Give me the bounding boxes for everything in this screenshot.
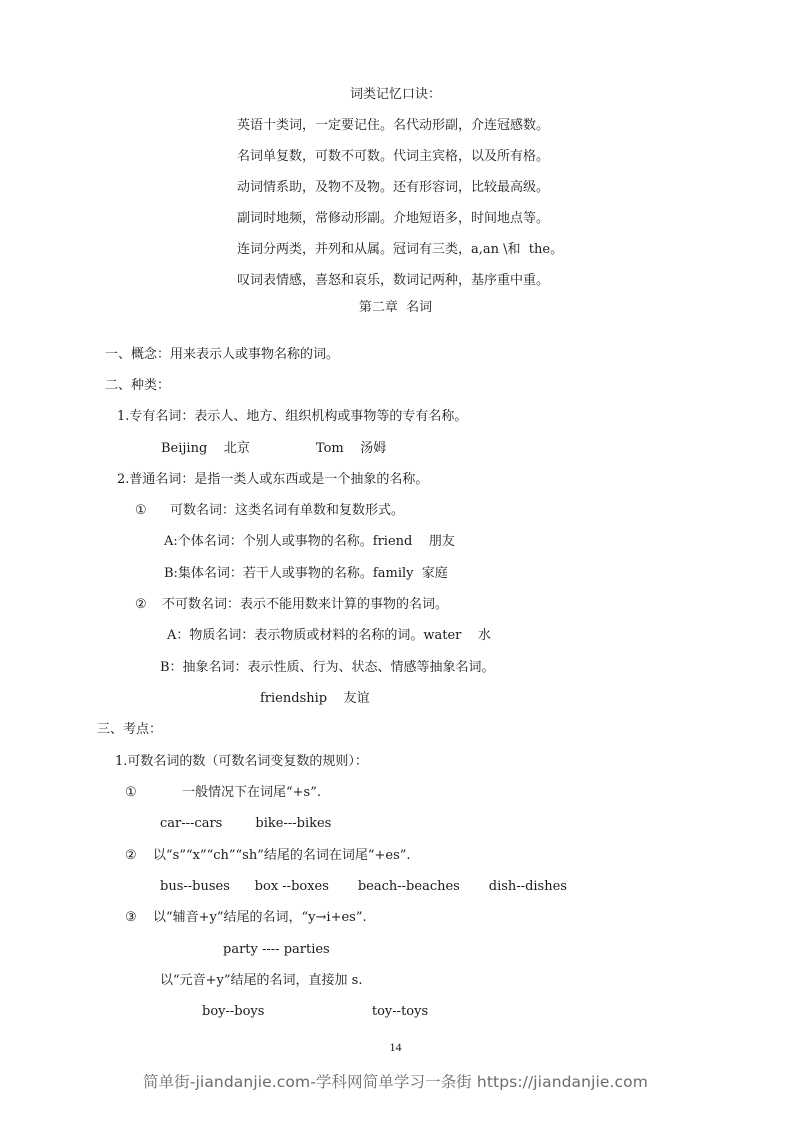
mnemonic-line: 叹词表情感，喜怒和哀乐，数词记两种，基序重中重。 — [237, 273, 550, 288]
abstract-noun-line: B：抽象名词：表示性质、行为、状态、情感等抽象名词。 — [160, 660, 495, 675]
plural-rules-line: 1.可数名词的数（可数名词变复数的规则）： — [115, 754, 368, 769]
rule2-marker: ② — [125, 848, 137, 863]
exam-points-heading: 三、考点： — [97, 722, 163, 737]
mnemonic-line: 连词分两类，并列和从属。冠词有三类，a,an \和 the。 — [237, 242, 564, 257]
rule3-example: party ---- parties — [223, 942, 330, 957]
material-noun-line: A：物质名词：表示物质或材料的名称的词。water 水 — [167, 628, 491, 643]
mnemonic-line: 动词情系助，及物不及物。还有形容词，比较最高级。 — [237, 180, 550, 195]
rule3-marker: ③ — [125, 910, 137, 925]
rule1-line: 一般情况下在词尾“+s”. — [182, 785, 321, 800]
mnemonic-line: 英语十类词，一定要记住。名代动形副，介连冠感数。 — [237, 118, 550, 133]
collective-noun-line: B:集体名词：若干人或事物的名称。family 家庭 — [164, 566, 448, 581]
proper-noun-example: Beijing 北京 Tom 汤姆 — [161, 441, 387, 456]
countable-marker: ① — [135, 503, 147, 518]
rule3-line: 以“辅音+y”结尾的名词，“y→i+es”. — [153, 910, 367, 925]
common-noun-line: 2.普通名词：是指一类人或东西或是一个抽象的名称。 — [117, 472, 429, 487]
vowel-y-line: 以“元音+y”结尾的名词，直接加 s. — [160, 973, 363, 988]
rule1-example: car---cars bike---bikes — [160, 816, 332, 831]
countable-line: 可数名词：这类名词有单数和复数形式。 — [170, 503, 405, 518]
page-number: 14 — [389, 1040, 402, 1054]
proper-noun-line: 1.专有名词：表示人、地方、组织机构或事物等的专有名称。 — [117, 409, 468, 424]
chapter-title: 第二章 名词 — [358, 300, 433, 315]
abstract-noun-example: friendship 友谊 — [260, 691, 370, 706]
individual-noun-line: A:个体名词：个别人或事物的名称。friend 朋友 — [164, 534, 455, 549]
rule1-marker: ① — [125, 785, 137, 800]
rule2-line: 以“s”“x”“ch”“sh”结尾的名词在词尾“+es”. — [153, 848, 411, 863]
mnemonic-line: 名词单复数，可数不可数。代词主宾格，以及所有格。 — [237, 149, 550, 164]
uncountable-marker: ② — [135, 597, 147, 612]
vowel-y-example: boy--boys toy--toys — [202, 1004, 429, 1019]
uncountable-line: 不可数名词：表示不能用数来计算的事物的名词。 — [162, 597, 449, 612]
mnemonic-line: 副词时地频，常修动形副。介地短语多，时间地点等。 — [237, 211, 550, 226]
concept-line: 一、概念：用来表示人或事物名称的词。 — [105, 347, 340, 362]
types-heading: 二、种类： — [105, 378, 171, 393]
mnemonic-title: 词类记忆口诀： — [349, 87, 441, 102]
rule2-example: bus--buses box --boxes beach--beaches dish--dishes — [160, 879, 567, 894]
watermark: 简单街-jiandanjie.com-学科网简单学习一条街 https://jiandanjie.com — [143, 1073, 648, 1091]
